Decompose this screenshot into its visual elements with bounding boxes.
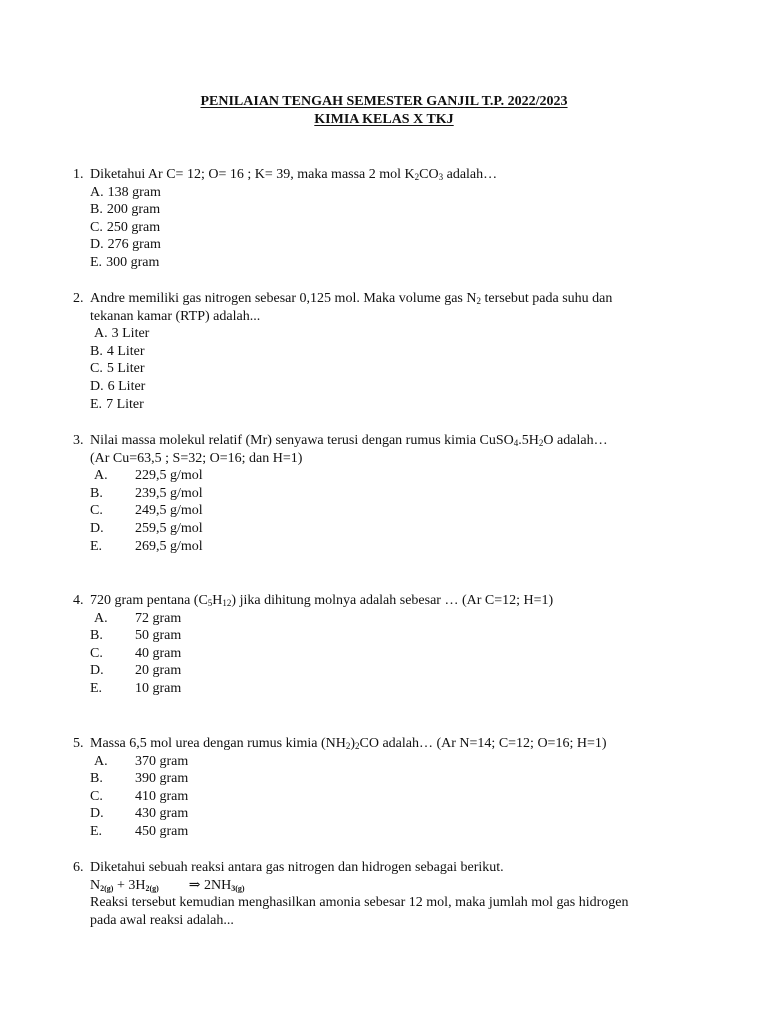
option-a: A. 3 Liter <box>94 326 150 342</box>
option-b: B. 200 gram <box>90 202 161 218</box>
question-number: 3. <box>73 433 84 448</box>
question-number: 2. <box>73 291 84 306</box>
question-6 <box>73 859 713 929</box>
option-d: D. 259,5 g/mol <box>90 520 203 536</box>
question-text-line2: (Ar Cu=63,5 ; S=32; O=16; dan H=1) <box>90 450 303 466</box>
option-d: D. 6 Liter <box>90 378 146 394</box>
exam-subject: KIMIA KELAS X TKJ <box>314 112 454 127</box>
question-1 <box>73 166 713 272</box>
question-text-line3: Reaksi tersebut kemudian menghasilkan amonia sebesar 12 mol, maka jumlah mol gas hidrogen <box>90 895 629 911</box>
option-c: C. 5 Liter <box>90 361 145 377</box>
exam-header <box>0 93 768 129</box>
option-a: A. 370 gram <box>94 753 189 769</box>
reaction-equation: $N_{2(g)} + 3H_{2(g)}$ ⇒ $2NH_{3(g)}$ <box>90 877 245 893</box>
reaction-arrow: ⇒ 2NH <box>188 877 232 893</box>
question-text: Andre memiliki gas nitrogen sebesar 0,125 mol. Maka volume gas $N_2$ tersebut pada suhu dan <box>90 291 613 306</box>
option-a: A. 138 gram <box>90 184 161 200</box>
question-3 <box>73 432 713 555</box>
option-e: E. 7 Liter <box>90 396 144 412</box>
option-e: E. 269,5 g/mol <box>90 538 203 554</box>
question-number: 6. <box>73 860 84 875</box>
question-text: Diketahui sebuah reaksi antara gas nitrogen dan hidrogen sebagai berikut. <box>90 860 504 875</box>
option-c: C. 40 gram <box>90 645 182 661</box>
option-c: C. 410 gram <box>90 788 189 804</box>
question-text-line2: tekanan kamar (RTP) adalah... <box>90 308 261 324</box>
option-b: B. 239,5 g/mol <box>90 485 203 501</box>
question-5 <box>73 735 713 841</box>
option-d: D. 430 gram <box>90 806 189 822</box>
question-text: Diketahui Ar C= 12; O= 16 ; K= 39, maka massa 2 mol $K_2CO_3$ adalah… <box>90 167 498 182</box>
option-c: C. 250 gram <box>90 219 161 235</box>
question-number: 5. <box>73 736 84 751</box>
question-2 <box>73 290 713 413</box>
option-c: C. 249,5 g/mol <box>90 503 203 519</box>
question-text-line4: pada awal reaksi adalah... <box>90 912 234 928</box>
option-e: E. 10 gram <box>90 680 182 696</box>
question-4 <box>73 592 713 698</box>
option-b: B. 50 gram <box>90 628 182 644</box>
question-text: Nilai massa molekul relatif (Mr) senyawa terusi dengan rumus kimia $CuSO_4.5H_2O$ adalah… <box>90 433 608 448</box>
option-e: E. 300 gram <box>90 254 160 270</box>
question-number: 4. <box>73 593 84 608</box>
option-d: D. 276 gram <box>90 237 161 253</box>
question-text: Massa 6,5 mol urea dengan rumus kimia $(NH_2)_2CO$ adalah… (Ar N=14; C=12; O=16; H=1) <box>90 736 607 751</box>
option-b: B. 4 Liter <box>90 343 145 359</box>
option-d: D. 20 gram <box>90 663 182 679</box>
option-a: A. 229,5 g/mol <box>94 468 203 484</box>
option-a: A. 72 gram <box>94 610 182 626</box>
exam-title: PENILAIAN TENGAH SEMESTER GANJIL T.P. 2022/2023 <box>200 94 568 109</box>
question-text: 720 gram pentana $(C_5H_{12})$ jika dihitung molnya adalah sebesar … (Ar C=12; H=1) <box>90 593 554 608</box>
question-number: 1. <box>73 167 84 182</box>
option-e: E. 450 gram <box>90 823 189 839</box>
option-b: B. 390 gram <box>90 771 189 787</box>
